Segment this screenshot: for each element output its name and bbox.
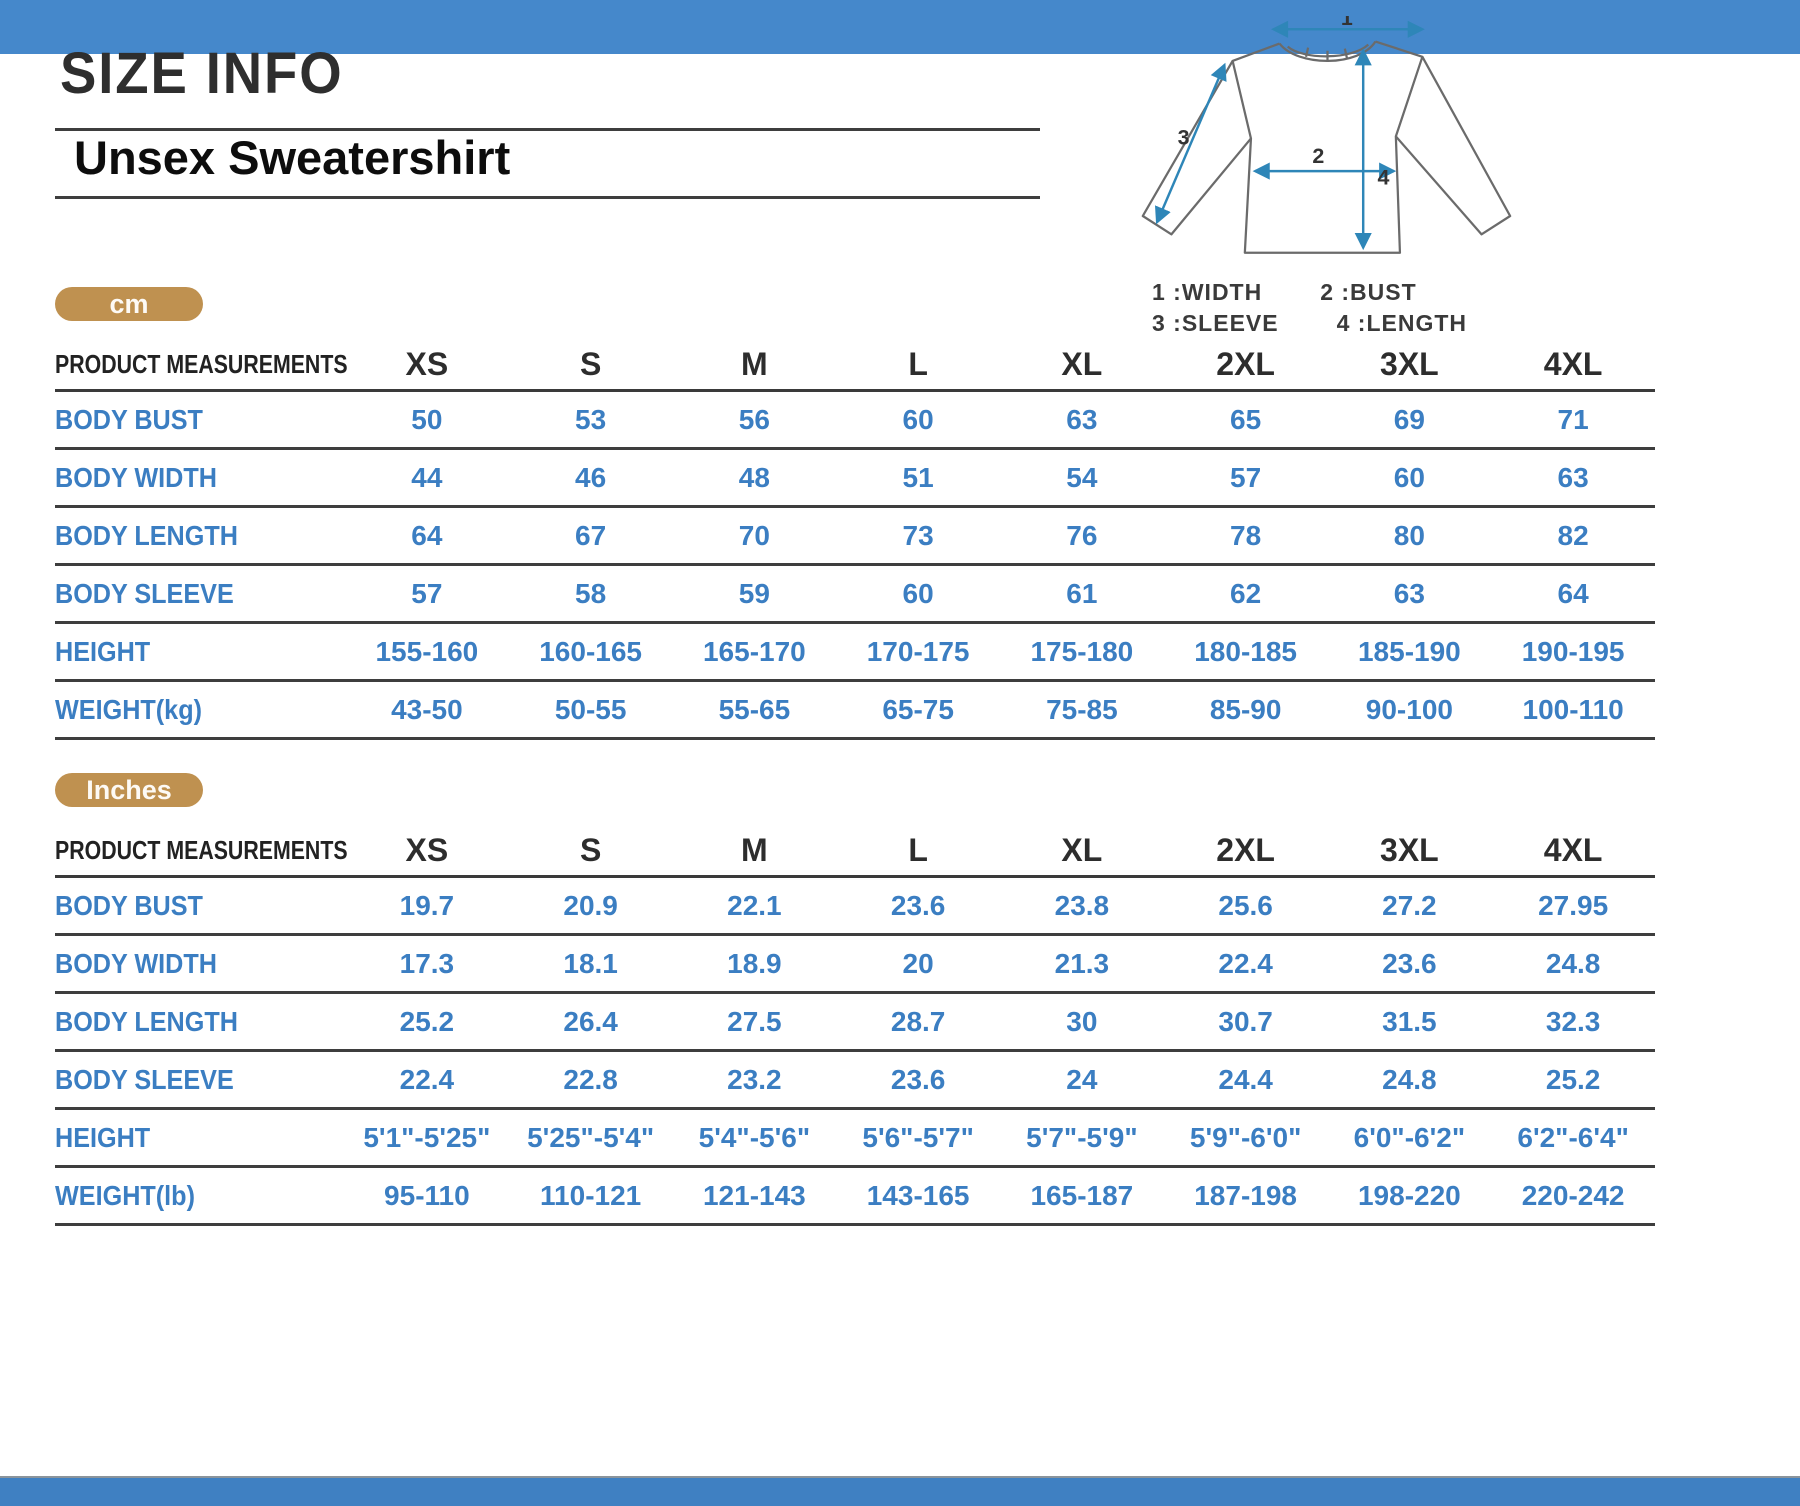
legend-length: 4 :LENGTH	[1336, 310, 1467, 336]
row-label: BODY BUST	[55, 889, 203, 921]
size-column-header: XS	[405, 346, 449, 382]
cell-value: 27.2	[1382, 889, 1437, 921]
marker-3: 3	[1177, 125, 1190, 150]
cell-value: 23.2	[727, 1063, 782, 1095]
row-label: BODY SLEEVE	[55, 1063, 234, 1095]
legend-line-1	[1152, 277, 1638, 308]
cell-value: 53	[575, 403, 607, 435]
size-column-header: L	[908, 346, 928, 382]
cell-value: 28.7	[890, 1005, 946, 1037]
row-label: WEIGHT(kg)	[55, 693, 202, 725]
cell-value: 63	[1557, 461, 1589, 493]
cell-value: 67	[575, 519, 607, 551]
cell-value: 58	[575, 577, 607, 609]
row-label: BODY LENGTH	[55, 519, 238, 551]
cell-value: 22.8	[563, 1063, 618, 1095]
cell-value: 27.5	[727, 1005, 782, 1037]
table-row	[55, 624, 1655, 682]
cell-value: 110-121	[540, 1179, 642, 1211]
cell-value: 170-175	[866, 635, 970, 667]
cell-value: 50-55	[554, 693, 627, 725]
cell-value: 20	[902, 947, 934, 979]
measurement-diagram	[1118, 16, 1638, 339]
cell-value: 78	[1230, 519, 1262, 551]
cell-value: 32.3	[1545, 1005, 1601, 1037]
cell-value: 60	[902, 403, 934, 435]
cell-value: 95-110	[384, 1179, 470, 1211]
cell-value: 190-195	[1521, 635, 1625, 667]
size-column-header: S	[579, 346, 602, 382]
size-column-header: XS	[405, 832, 449, 868]
size-column-header: M	[741, 346, 768, 382]
cell-value: 50	[411, 403, 443, 435]
cell-value: 65	[1230, 403, 1262, 435]
sweatshirt-outline	[1143, 42, 1510, 253]
size-column-header: 3XL	[1380, 346, 1439, 382]
legend-sleeve: 3 :SLEEVE	[1152, 310, 1279, 336]
cell-value: 51	[902, 461, 934, 493]
table-header-row	[55, 826, 1655, 878]
cell-value: 57	[1230, 461, 1262, 493]
cell-value: 160-165	[539, 635, 642, 667]
cell-value: 187-198	[1194, 1179, 1297, 1211]
cell-value: 23.6	[1382, 947, 1437, 979]
cell-value: 43-50	[391, 693, 463, 725]
cell-value: 20.9	[563, 889, 618, 921]
marker-1: 1	[1340, 16, 1353, 31]
cell-value: 198-220	[1357, 1179, 1461, 1211]
table-row	[55, 1052, 1655, 1110]
size-column-header: XL	[1061, 346, 1103, 382]
legend-line-2	[1152, 308, 1638, 339]
cell-value: 69	[1393, 403, 1425, 435]
cell-value: 64	[411, 519, 443, 551]
cell-value: 155-160	[375, 635, 479, 667]
cell-value: 71	[1557, 403, 1589, 435]
cell-value: 55-65	[718, 693, 791, 725]
cell-value: 185-190	[1357, 635, 1461, 667]
cell-value: 24.4	[1218, 1063, 1273, 1095]
cell-value: 5'7"-5'9"	[1026, 1121, 1138, 1153]
cell-value: 6'0"-6'2"	[1353, 1121, 1466, 1153]
cell-value: 46	[575, 461, 607, 493]
cell-value: 24	[1066, 1063, 1098, 1095]
cell-value: 100-110	[1522, 693, 1624, 725]
cell-value: 70	[738, 519, 770, 551]
table-row	[55, 1168, 1655, 1226]
row-label: HEIGHT	[55, 635, 151, 667]
size-column-header: L	[908, 832, 928, 868]
diagram-legend	[1152, 277, 1638, 339]
cell-value: 143-165	[866, 1179, 970, 1211]
divider	[55, 196, 1040, 199]
page-title: SIZE INFO	[60, 41, 344, 106]
cell-value: 18.9	[727, 947, 782, 979]
table-row	[55, 508, 1655, 566]
cell-value: 5'25"-5'4"	[527, 1121, 655, 1153]
marker-4: 4	[1377, 165, 1390, 190]
cell-value: 60	[1393, 461, 1425, 493]
cell-value: 6'2"-6'4"	[1517, 1121, 1629, 1153]
cell-value: 5'1"-5'25"	[363, 1121, 491, 1153]
cell-value: 31.5	[1382, 1005, 1437, 1037]
cell-value: 85-90	[1209, 693, 1282, 725]
legend-bust: 2 :BUST	[1320, 279, 1417, 305]
cell-value: 24.8	[1545, 947, 1601, 979]
cell-value: 17.3	[399, 947, 455, 979]
cell-value: 80	[1393, 519, 1425, 551]
cell-value: 165-187	[1030, 1179, 1134, 1211]
marker-2: 2	[1312, 143, 1325, 168]
cell-value: 5'4"-5'6"	[698, 1121, 811, 1153]
row-label: BODY SLEEVE	[55, 577, 234, 609]
table-row	[55, 566, 1655, 624]
bottom-accent-bar	[0, 1476, 1800, 1506]
size-column-header: 2XL	[1216, 832, 1275, 868]
cell-value: 64	[1557, 577, 1589, 609]
measurements-header: PRODUCT MEASUREMENTS	[55, 835, 348, 865]
cell-value: 90-100	[1365, 693, 1453, 725]
cell-value: 121-143	[702, 1179, 806, 1211]
cell-value: 19.7	[399, 889, 455, 921]
cell-value: 23.8	[1054, 889, 1110, 921]
unit-badge-inches: Inches	[55, 773, 203, 807]
cell-value: 25.2	[1545, 1063, 1601, 1095]
cell-value: 57	[411, 577, 443, 609]
cell-value: 175-180	[1030, 635, 1134, 667]
size-column-header: 3XL	[1380, 832, 1439, 868]
cell-value: 23.6	[890, 889, 946, 921]
cell-value: 220-242	[1521, 1179, 1625, 1211]
unit-badge-cm: cm	[55, 287, 203, 321]
cell-value: 44	[411, 461, 443, 493]
cell-value: 73	[902, 519, 934, 551]
cell-value: 63	[1066, 403, 1098, 435]
row-label: BODY WIDTH	[55, 461, 217, 493]
cell-value: 48	[738, 461, 770, 493]
row-label: HEIGHT	[55, 1121, 151, 1153]
table-row	[55, 936, 1655, 994]
table-row	[55, 450, 1655, 508]
cell-value: 21.3	[1054, 947, 1110, 979]
sleeve-arrow	[1157, 65, 1224, 222]
row-label: BODY WIDTH	[55, 947, 217, 979]
cell-value: 24.8	[1382, 1063, 1437, 1095]
cell-value: 22.1	[727, 889, 782, 921]
table-row	[55, 1110, 1655, 1168]
size-column-header: 4XL	[1543, 346, 1603, 382]
sweatshirt-diagram-icon	[1118, 16, 1588, 266]
table-header-row	[55, 340, 1655, 392]
cell-value: 76	[1066, 519, 1098, 551]
size-column-header: 2XL	[1216, 346, 1275, 382]
cell-value: 27.95	[1538, 889, 1609, 921]
cell-value: 62	[1230, 577, 1262, 609]
cell-value: 180-185	[1194, 635, 1297, 667]
measurements-header: PRODUCT MEASUREMENTS	[55, 349, 348, 379]
cell-value: 63	[1393, 577, 1425, 609]
cell-value: 165-170	[702, 635, 806, 667]
table-row	[55, 682, 1655, 740]
cell-value: 23.6	[890, 1063, 946, 1095]
cell-value: 25.2	[399, 1005, 455, 1037]
cell-value: 30.7	[1218, 1005, 1273, 1037]
size-table-cm	[55, 340, 1655, 740]
product-name: Unsex Sweatershirt	[74, 131, 511, 184]
cell-value: 18.1	[563, 947, 618, 979]
cell-value: 61	[1066, 577, 1098, 609]
cell-value: 60	[902, 577, 934, 609]
row-label: BODY LENGTH	[55, 1005, 238, 1037]
cell-value: 25.6	[1218, 889, 1273, 921]
row-label: BODY BUST	[55, 403, 203, 435]
size-column-header: XL	[1061, 832, 1103, 868]
cell-value: 22.4	[399, 1063, 455, 1095]
measure-arrows	[1157, 29, 1422, 247]
size-column-header: 4XL	[1543, 832, 1603, 868]
cell-value: 30	[1066, 1005, 1098, 1037]
legend-width: 1 :WIDTH	[1152, 279, 1263, 305]
cell-value: 5'6"-5'7"	[862, 1121, 974, 1153]
table-row	[55, 392, 1655, 450]
cell-value: 26.4	[563, 1005, 618, 1037]
size-table-inches	[55, 826, 1655, 1226]
cell-value: 54	[1066, 461, 1098, 493]
cell-value: 82	[1557, 519, 1589, 551]
row-label: WEIGHT(lb)	[55, 1179, 195, 1211]
table-row	[55, 994, 1655, 1052]
size-column-header: M	[741, 832, 768, 868]
cell-value: 56	[738, 403, 770, 435]
cell-value: 65-75	[882, 693, 954, 725]
cell-value: 59	[738, 577, 770, 609]
cell-value: 5'9"-6'0"	[1189, 1121, 1302, 1153]
table-row	[55, 878, 1655, 936]
size-column-header: S	[579, 832, 602, 868]
cell-value: 22.4	[1218, 947, 1273, 979]
cell-value: 75-85	[1046, 693, 1118, 725]
